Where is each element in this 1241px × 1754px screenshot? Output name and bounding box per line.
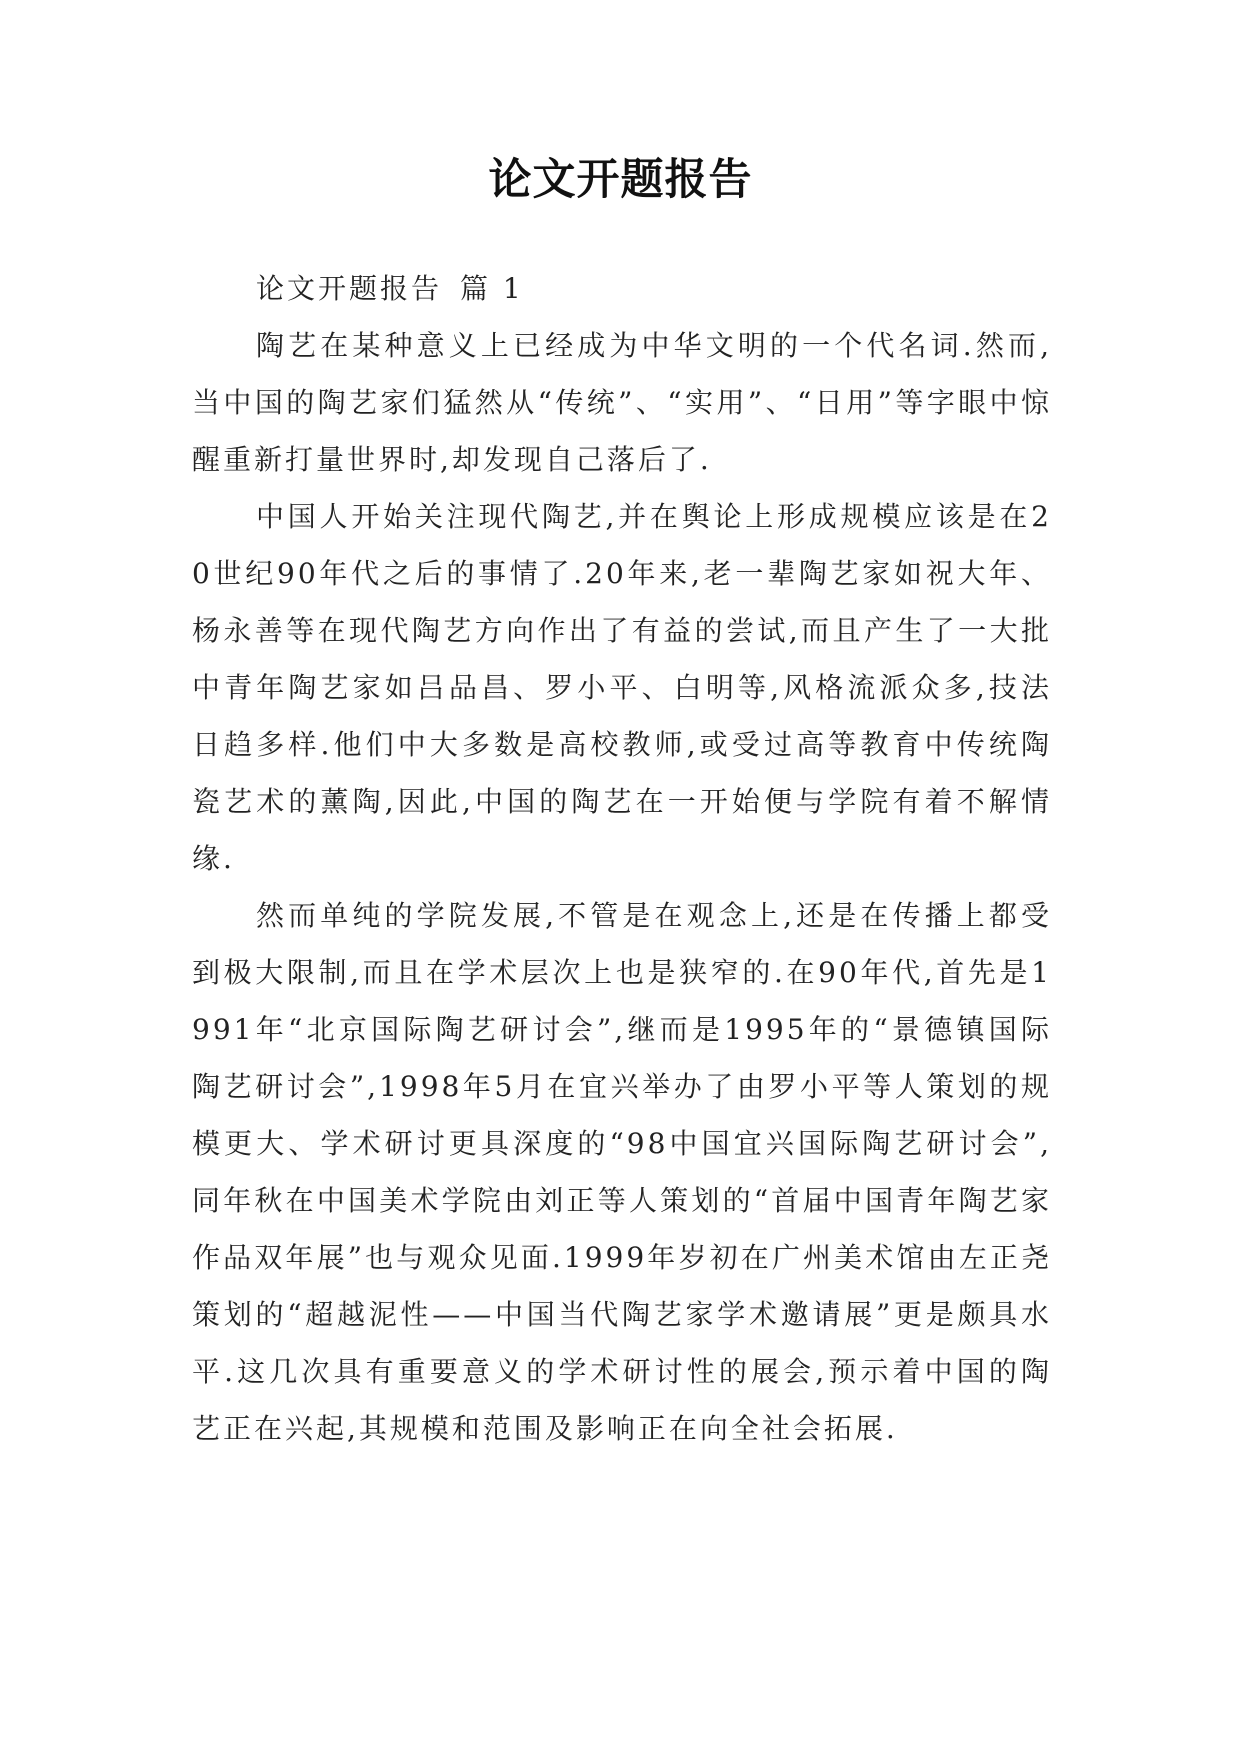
section-heading <box>192 260 1052 317</box>
paragraph-2: 中国人开始关注现代陶艺,并在舆论上形成规模应该是在20世纪90年代之后的事情了.20年来,老一辈陶艺家如祝大年、杨永善等在现代陶艺方向作出了有益的尝试,而且产生了一大批中青年陶艺家如吕品昌、罗小平、白明等,风格流派众多,技法日趋多样.他们中大多数是高校教师,或受过高等教育中传统陶瓷艺术的薰陶,因此,中国的陶艺在一开始便与学院有着不解情缘. <box>192 500 1052 875</box>
section-heading-text: 论文开题报告 <box>256 272 443 305</box>
section-label: 篇 1 <box>460 272 524 305</box>
document-title: 论文开题报告 <box>488 155 753 205</box>
document-body <box>192 260 1052 1457</box>
paragraph-3: 然而单纯的学院发展,不管是在观念上,还是在传播上都受到极大限制,而且在学术层次上也是狭窄的.在90年代,首先是1991年“北京国际陶艺研讨会”,继而是1995年的“景德镇国际陶艺研讨会”,1998年5月在宜兴举办了由罗小平等人策划的规模更大、学术研讨更具深度的“98中国宜兴国际陶艺研讨会”,同年秋在中国美术学院由刘正等人策划的“首届中国青年陶艺家作品双年展”也与观众见面.1999年岁初在广州美术馆由左正尧策划的“超越泥性——中国当代陶艺家学术邀请展”更是颇具水平.这几次具有重要意义的学术研讨性的展会,预示着中国的陶艺正在兴起,其规模和范围及影响正在向全社会拓展. <box>192 899 1052 1445</box>
paragraph-1: 陶艺在某种意义上已经成为中华文明的一个代名词.然而,当中国的陶艺家们猛然从“传统”、“实用”、“日用”等字眼中惊醒重新打量世界时,却发现自己落后了. <box>192 329 1052 476</box>
